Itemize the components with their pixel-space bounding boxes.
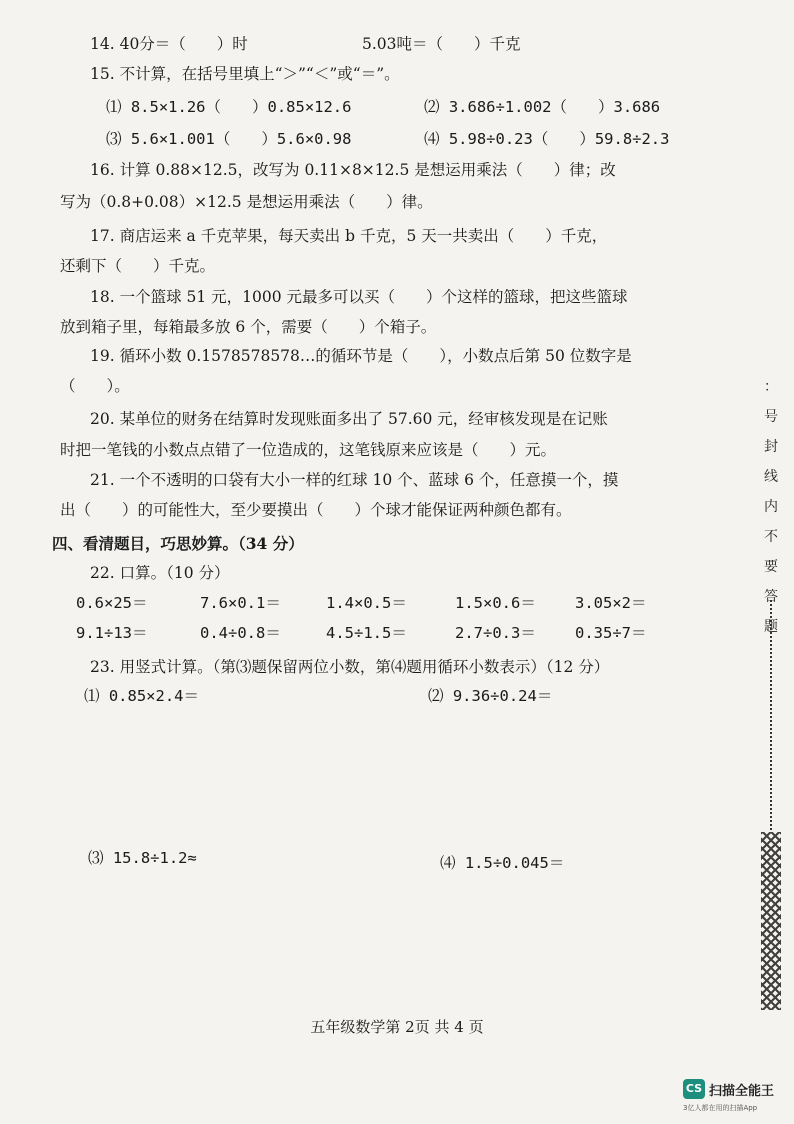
page-footer: 五年级数学第 2页 共 4 页: [310, 1018, 484, 1036]
question-23: 23. 用竖式计算。（第⑶题保留两位小数，第⑷题用循环小数表示）（12 分）: [90, 658, 610, 676]
question-21-line1: 21. 一个不透明的口袋有大小一样的红球 10 个、蓝球 6 个，任意摸一个，摸: [90, 471, 619, 489]
oral-2-5: 0.35÷7＝: [575, 624, 647, 642]
oral-2-1: 9.1÷13＝: [76, 624, 148, 642]
oral-1-1: 0.6×25＝: [76, 594, 148, 612]
question-16-line2: 写为（0.8+0.08）×12.5 是想运用乘法（ ）律。: [60, 193, 433, 211]
question-14a: 14. 40分＝（ ）时: [90, 35, 248, 53]
scanner-tagline: 3亿人都在用的扫描App: [683, 1104, 758, 1112]
question-15: 15. 不计算，在括号里填上“＞”“＜”或“＝”。: [90, 65, 400, 83]
question-20-line2: 时把一笔钱的小数点点错了一位造成的，这笔钱原来应该是（ ）元。: [60, 441, 557, 459]
question-15-2: ⑵ 3.686÷1.002（ ）3.686: [424, 98, 661, 116]
question-18-line1: 18. 一个篮球 51 元，1000 元最多可以买（ ）个这样的篮球，把这些篮球: [90, 288, 628, 306]
seal-zigzag-pattern: [761, 832, 781, 1010]
question-23-2: ⑵ 9.36÷0.24＝: [428, 687, 553, 705]
seal-dotted-line: [770, 600, 774, 830]
question-23-4: ⑷ 1.5÷0.045＝: [440, 854, 565, 872]
oral-1-5: 3.05×2＝: [575, 594, 647, 612]
question-23-1: ⑴ 0.85×2.4＝: [84, 687, 199, 705]
seal-line-text: ：号封线内不要答题: [764, 379, 778, 635]
question-14b: 5.03吨＝（ ）千克: [362, 35, 521, 53]
question-19-line2: （ ）。: [60, 377, 130, 395]
section-4-heading: 四、看清题目，巧思妙算。（34 分）: [52, 534, 304, 553]
question-17-line1: 17. 商店运来 a 千克苹果，每天卖出 b 千克，5 天一共卖出（ ）千克，: [90, 227, 608, 245]
oral-2-2: 0.4÷0.8＝: [200, 624, 281, 642]
question-22: 22. 口算。（10 分）: [90, 564, 230, 582]
question-18-line2: 放到箱子里，每箱最多放 6 个，需要（ ）个箱子。: [60, 318, 437, 336]
question-19-line1: 19. 循环小数 0.1578578578…的循环节是（ ），小数点后第 50 位数字是: [90, 347, 632, 365]
question-20-line1: 20. 某单位的财务在结算时发现账面多出了 57.60 元，经审核发现是在记账: [90, 410, 608, 428]
question-15-1: ⑴ 8.5×1.26（ ）0.85×12.6: [106, 98, 352, 116]
question-16-line1: 16. 计算 0.88×12.5，改写为 0.11×8×12.5 是想运用乘法（ ）律；改: [90, 161, 616, 179]
question-17-line2: 还剩下（ ）千克。: [60, 257, 216, 275]
scanner-logo-icon: CS: [683, 1079, 705, 1099]
oral-2-3: 4.5÷1.5＝: [326, 624, 407, 642]
oral-1-4: 1.5×0.6＝: [455, 594, 536, 612]
question-15-3: ⑶ 5.6×1.001（ ）5.6×0.98: [106, 130, 352, 148]
scanner-app-name: 扫描全能王: [709, 1084, 775, 1099]
question-23-3: ⑶ 15.8÷1.2≈: [88, 849, 197, 867]
question-21-line2: 出（ ）的可能性大，至少要摸出（ ）个球才能保证两种颜色都有。: [60, 501, 572, 519]
oral-1-3: 1.4×0.5＝: [326, 594, 407, 612]
question-15-4: ⑷ 5.98÷0.23（ ）59.8÷2.3: [424, 130, 670, 148]
oral-2-4: 2.7÷0.3＝: [455, 624, 536, 642]
oral-1-2: 7.6×0.1＝: [200, 594, 281, 612]
